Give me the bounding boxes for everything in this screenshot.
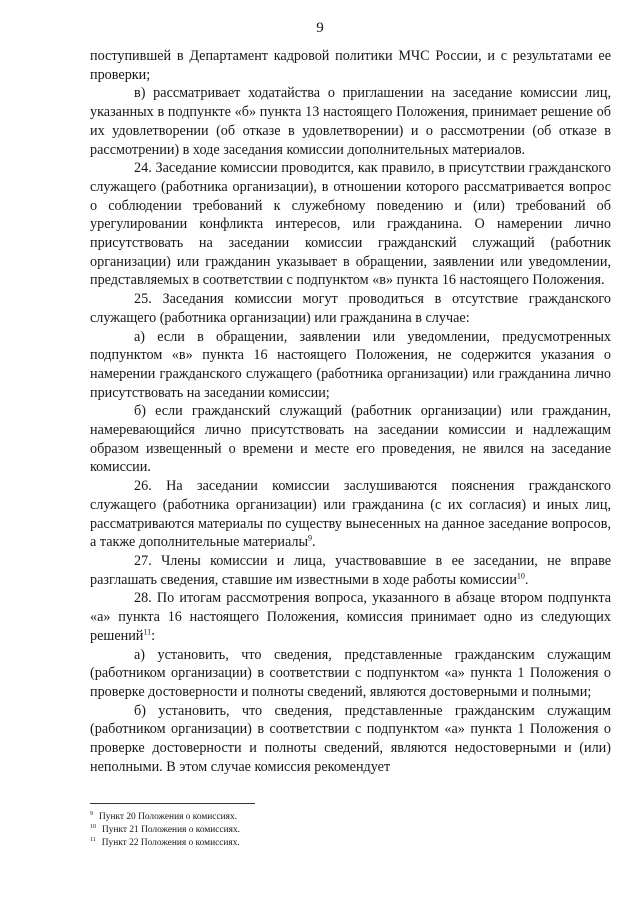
footnote-ref-11: 11 [143,627,152,637]
document-body [90,47,611,776]
paragraph-25-b: б) если гражданский служащий (работник организации) или гражданин, намеревающийся лично присутствовать на заседании комиссии и надлежащим образом извещенный о времени и месте его проведения, не явился на заседание комиссии. [90,403,611,476]
footnote-ref-10: 10 [516,570,525,580]
paragraph-28-end: : [151,627,156,644]
footnote-number: 10 [90,823,96,830]
paragraph-26-end: . [312,534,316,551]
paragraph-27-end: . [524,571,529,588]
paragraph-26 [90,477,611,552]
footnote-number: 9 [90,810,93,817]
footnote-number: 11 [90,836,96,843]
paragraph-28-b: б) установить, что сведения, представленные гражданским служащим (работником организации) в соответствии с подпунктом «а» пункта 1 Положения о проверке достоверности и полноты сведений, являются недостоверными и (или) неполными. В этом случае комиссия рекомендует [90,702,611,775]
footnote-text: Пункт 22 Положения о комиссиях. [101,838,240,848]
paragraph-25: 25. Заседания комиссии могут проводиться в отсутствие гражданского служащего (работника организации) или гражданина в случае: [90,291,611,326]
paragraph-27 [90,552,611,589]
paragraph-23-v: в) рассматривает ходатайства о приглашении на заседание комиссии лиц, указанных в подпункте «б» пункта 13 настоящего Положения, принимает решение об их удовлетворении (об отказе в удовлетворении) и о рассмотрении (об отказе в рассмотрении) в ходе заседания комиссии дополнительных материалов. [90,85,611,158]
footnote-text: Пункт 21 Положения о комиссиях. [102,825,240,835]
paragraph-24: 24. Заседание комиссии проводится, как правило, в присутствии гражданского служащего (работника организации), в отношении которого рассматривается вопрос о соблюдении требований к служебному поведению и (или) требований об урегулировании конфликта интересов, или гражданина. О намерении лично присутствовать на заседании комиссии гражданский служащий (работник организации) или гражданин указывает в обращении, заявлении или уведомлении, представляемых в соответствии с подпунктом «в» пункта 16 настоящего Положения. [90,160,611,289]
paragraph-26-text: 26. На заседании комиссии заслушиваются пояснения гражданского служащего (работника организации) или гражданина (с их согласия) и иных лиц, рассматриваются материалы по существу вынесенных на данное заседание вопросов, а также дополнительные материалы [90,478,611,551]
page-number: 9 [316,20,324,36]
footnote-ref-9: 9 [308,533,312,543]
footnote-11 [90,837,611,850]
paragraph-28-text: 28. По итогам рассмотрения вопроса, указанного в абзаце втором подпункта «а» пункта 16 настоящего Положения, комиссия принимает одно из следующих решений [90,590,611,644]
footnote-9 [90,811,611,824]
footnote-10 [90,824,611,837]
paragraph-25-a: а) если в обращении, заявлении или уведомлении, предусмотренных подпунктом «в» пункта 16 настоящего Положения, не содержится указания о намерении гражданского служащего (работника организации) или гражданина лично присутствовать на заседании комиссии; [90,328,611,401]
paragraph-28 [90,589,611,645]
footnote-text: Пункт 20 Положения о комиссиях. [99,812,237,822]
paragraph-28-a: а) установить, что сведения, представленные гражданским служащим (работником организации) в соответствии с подпунктом «а» пункта 1 Положения о проверке достоверности и полноты сведений, являются достоверными и полными; [90,646,611,700]
footnotes [90,811,611,850]
paragraph-continuation: поступившей в Департамент кадровой политики МЧС России, и с результатами ее проверки; [90,48,611,83]
paragraph-27-text: 27. Члены комиссии и лица, участвовавшие в ее заседании, не вправе разглашать сведения, ставшие им известными в ходе работы комиссии [90,552,611,588]
footnote-divider [90,803,255,804]
